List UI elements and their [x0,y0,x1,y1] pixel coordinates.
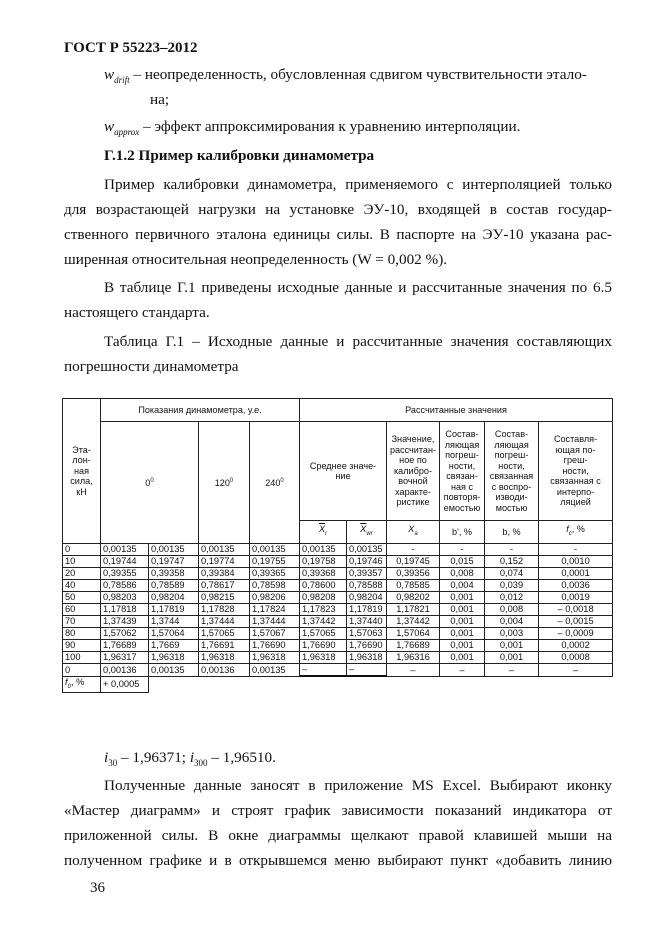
col-header-repeatability: Состав- ляющая погреш- ности, связан- ная с повторя- емостью [440,422,485,521]
i300-value: – 1,96510. [207,749,276,766]
table-cell: 0,98206 [250,592,300,604]
table-row [63,604,613,616]
col-header-deg120: $120^0$ [199,422,250,544]
table-cell: 0,98204 [347,592,387,604]
table-cell: – 0,0015 [539,616,613,628]
table-cell: 0,001 [440,616,485,628]
table-cell: 1,3744 [149,616,199,628]
table-cell: 0,98204 [149,592,199,604]
wapprox-text: – эффект аппроксимирования к уравнению интерполяции. [139,118,521,135]
table-cell: 0,0036 [539,580,613,592]
table-cell: 1,7669 [149,640,199,652]
para1-line3: ственного первичного эталона единицы силы. В паспорте на ЭУ-10 указана рас- [64,226,612,243]
table-cell: 0,19745 [387,556,440,568]
table-cell: 0,00135 [199,544,250,556]
table-cell: – 0,0018 [539,604,613,616]
table-cell: 0,98215 [199,592,250,604]
table-cell: 0,001 [440,592,485,604]
table-cell: 0,00135 [101,544,149,556]
table-row [63,616,613,628]
unit-b: b, % [485,521,539,544]
last-row-value: + 0,0005 [101,676,149,692]
table-cell: 0,0002 [539,640,613,652]
i300-symbol: i [189,749,195,766]
unit-fc: $f_c$, % [539,521,613,544]
table-cell: 70 [63,616,101,628]
table-cell: 0,39357 [347,568,387,580]
table-cell: 0,008 [485,604,539,616]
table-cell: 1,57064 [387,628,440,640]
table-cell: 1,17819 [149,604,199,616]
wdrift-text: – неопределенность, обусловленная сдвигом чувствительности этало- [129,66,587,83]
wdrift-continuation: на; [150,91,170,108]
table-cell: 0,0008 [539,652,613,664]
col-header-deg0: $0^0$ [101,422,199,544]
table-cell: 1,57067 [250,628,300,640]
table-cell: 0,19746 [347,556,387,568]
table-cell: 0,00135 [149,664,199,677]
table-cell: 1,37442 [300,616,347,628]
table-cell: 0,039 [485,580,539,592]
table-cell: 40 [63,580,101,592]
col-header-mean: Среднее значе- ние [300,422,387,521]
para2-line1: В таблице Г.1 приведены исходные данные и рассчитанные значения по 6.5 [104,279,612,296]
table-cell: 1,37444 [250,616,300,628]
table-cell: 1,17823 [300,604,347,616]
table-cell: 0,98208 [300,592,347,604]
wapprox-symbol: w [104,118,115,135]
col-header-reproducibility: Состав- ляющая погреш- ности, связанная с воспро- изводи- мостью [485,422,539,521]
table-cell: 0,152 [485,556,539,568]
table-cell: 0,0019 [539,592,613,604]
table-cell: 1,37440 [347,616,387,628]
table-cell: 60 [63,604,101,616]
col-header-approx-value: Значение, рассчитан- ное по калибро- вочной характе- ристике [387,422,440,521]
table-cell: 0,39368 [300,568,347,580]
table-caption-line2: погрешности динамометра [64,358,239,375]
table-cell: 0,19758 [300,556,347,568]
table-cell: 0,78617 [199,580,250,592]
i300-subscript: 300 [194,758,208,769]
table-cell: 0,98202 [387,592,440,604]
table-cell: 0,00135 [250,544,300,556]
table-cell: 1,76689 [387,640,440,652]
table-cell: 1,57063 [347,628,387,640]
table-cell: 0,008 [440,568,485,580]
table-cell: 0,001 [440,652,485,664]
table-cell: – [347,664,387,677]
table-cell: 0,00135 [347,544,387,556]
table-cell: 1,96318 [300,652,347,664]
wapprox-subscript: approx [114,127,140,138]
i30-symbol: i [104,749,109,766]
table-cell: 0,001 [485,640,539,652]
table-row [63,580,613,592]
unit-xa: $X_a$ [387,521,440,544]
table-cell: 0,39356 [387,568,440,580]
table-cell: 0,001 [440,640,485,652]
col-header-deg240: $240^0$ [250,422,300,544]
table-cell: 0,074 [485,568,539,580]
col-header-interpolation: Составля- ющая по- греш- ности, связанная с интерпо- ляцией [539,422,613,521]
table-cell: - [485,544,539,556]
table-cell: 0,003 [485,628,539,640]
table-cell: 1,37442 [387,616,440,628]
table-cell: 1,17828 [199,604,250,616]
table-cell: 0,001 [440,604,485,616]
calibration-table [62,398,613,693]
definition-wapprox [104,117,520,142]
table-cell: 0,00135 [300,544,347,556]
table-cell: – [485,664,539,677]
table-cell: 1,17819 [347,604,387,616]
table-cell: 0,39358 [149,568,199,580]
page-number: 36 [90,880,105,896]
unit-xwr: $\overline{X}_{wr}$ [347,521,387,544]
table-cell: 1,17821 [387,604,440,616]
table-row [63,652,613,664]
table-caption-line1: Таблица Г.1 – Исходные данные и рассчитанные значения составляющих [104,333,612,350]
table-cell: 1,57065 [300,628,347,640]
table-cell: 1,96316 [387,652,440,664]
table-cell: 80 [63,628,101,640]
col-header-readings: Показания динамометра, у.е. [101,399,300,422]
para1-line1: Пример калибровки динамометра, применяемого с интерполяцией только [104,176,612,193]
table-cell: 0,39365 [250,568,300,580]
table-cell: 0 [63,664,101,677]
table-cell: 0,78598 [250,580,300,592]
last-row-label: $f_0$, % [63,676,101,692]
table-cell: 50 [63,592,101,604]
table-cell: 0,19774 [199,556,250,568]
table-cell: - [387,544,440,556]
table-cell: 0,015 [440,556,485,568]
table-cell: 0,00136 [101,664,149,677]
para3-line3: приложенной силы. В окне диаграммы щелкают правой клавишей мыши на [64,827,612,844]
table-cell: 0,004 [485,616,539,628]
table-cell: 1,76690 [250,640,300,652]
wdrift-symbol: w [104,66,115,83]
table-cell: 0,00135 [250,664,300,677]
unit-b-prime: b', % [440,521,485,544]
table-cell: 0 [63,544,101,556]
table-cell: 0,78600 [300,580,347,592]
unit-xr: $\overline{X}_r$ [300,521,347,544]
table-cell: 1,96317 [101,652,149,664]
table-cell: - [539,544,613,556]
table-cell: 20 [63,568,101,580]
table-cell: 0,00135 [149,544,199,556]
table-cell: 1,76690 [347,640,387,652]
document-header: ГОСТ Р 55223–2012 [64,40,198,56]
table-cell: – [300,664,347,677]
wdrift-subscript: drift [114,75,130,86]
table-cell: 1,57064 [149,628,199,640]
table-cell: – [387,664,440,677]
para3-line2: «Мастер диаграмм» и строят график зависимости показаний индикатора от [64,802,612,819]
table-cell: 0,0001 [539,568,613,580]
table-cell: 1,37439 [101,616,149,628]
table-row [63,628,613,640]
para1-line2: для возрастающей нагрузки на установке ЭУ-10, входящей в состав государ- [64,201,612,218]
para3-line4: полученном графике и в открывшемся меню выбирают пункт «добавить линию [64,852,612,869]
table-cell: 0,19744 [101,556,149,568]
table-cell: 0,78586 [101,580,149,592]
table-cell: 1,37444 [199,616,250,628]
table-cell: 0,98203 [101,592,149,604]
section-title: Г.1.2 Пример калибровки динамометра [104,147,375,164]
table-cell: - [440,544,485,556]
table-cell: 90 [63,640,101,652]
table-cell: 1,96318 [199,652,250,664]
definition-wdrift [104,65,612,90]
table-cell: 0,012 [485,592,539,604]
table-cell: 1,96318 [149,652,199,664]
table-cell: 0,19755 [250,556,300,568]
table-cell: 0,19747 [149,556,199,568]
table-row [63,556,613,568]
col-header-force: Эта- лон- ная сила, кН [63,399,101,544]
table-cell: 0,78588 [347,580,387,592]
table-cell: – [539,664,613,677]
table-cell: 0,39384 [199,568,250,580]
table-cell: 0,001 [440,628,485,640]
i30-subscript: 30 [108,758,118,769]
para3-line1: Полученные данные заносят в приложение MS Excel. Выбирают иконку [104,777,612,794]
para2-line2: настоящего стандарта. [64,304,210,321]
para1-line4: ширенная относительная неопределенность (W = 0,002 %). [64,251,448,268]
table-cell: 0,001 [485,652,539,664]
table-cell: 0,78585 [387,580,440,592]
col-header-calculated: Рассчитанные значения [300,399,613,422]
table-row [63,664,613,677]
table-row [63,640,613,652]
table-cell: 0,00136 [199,664,250,677]
table-cell: – [440,664,485,677]
table-cell: 0,39355 [101,568,149,580]
table-cell: 1,17824 [250,604,300,616]
table-row [63,568,613,580]
table-cell: 1,96318 [250,652,300,664]
table-cell: 1,76691 [199,640,250,652]
table-cell: 0,004 [440,580,485,592]
i30-value: – 1,96371; [117,749,190,766]
table-row [63,544,613,556]
table-cell: 0,0010 [539,556,613,568]
table-cell: 1,76689 [101,640,149,652]
table-cell: 100 [63,652,101,664]
table-cell: 1,76690 [300,640,347,652]
table-cell: – 0,0009 [539,628,613,640]
table-cell: 1,96318 [347,652,387,664]
table-row [63,592,613,604]
table-cell: 0,78589 [149,580,199,592]
table-cell: 1,57062 [101,628,149,640]
table-cell: 10 [63,556,101,568]
table-cell: 1,17818 [101,604,149,616]
table-cell: 1,57065 [199,628,250,640]
inline-values [104,748,276,773]
